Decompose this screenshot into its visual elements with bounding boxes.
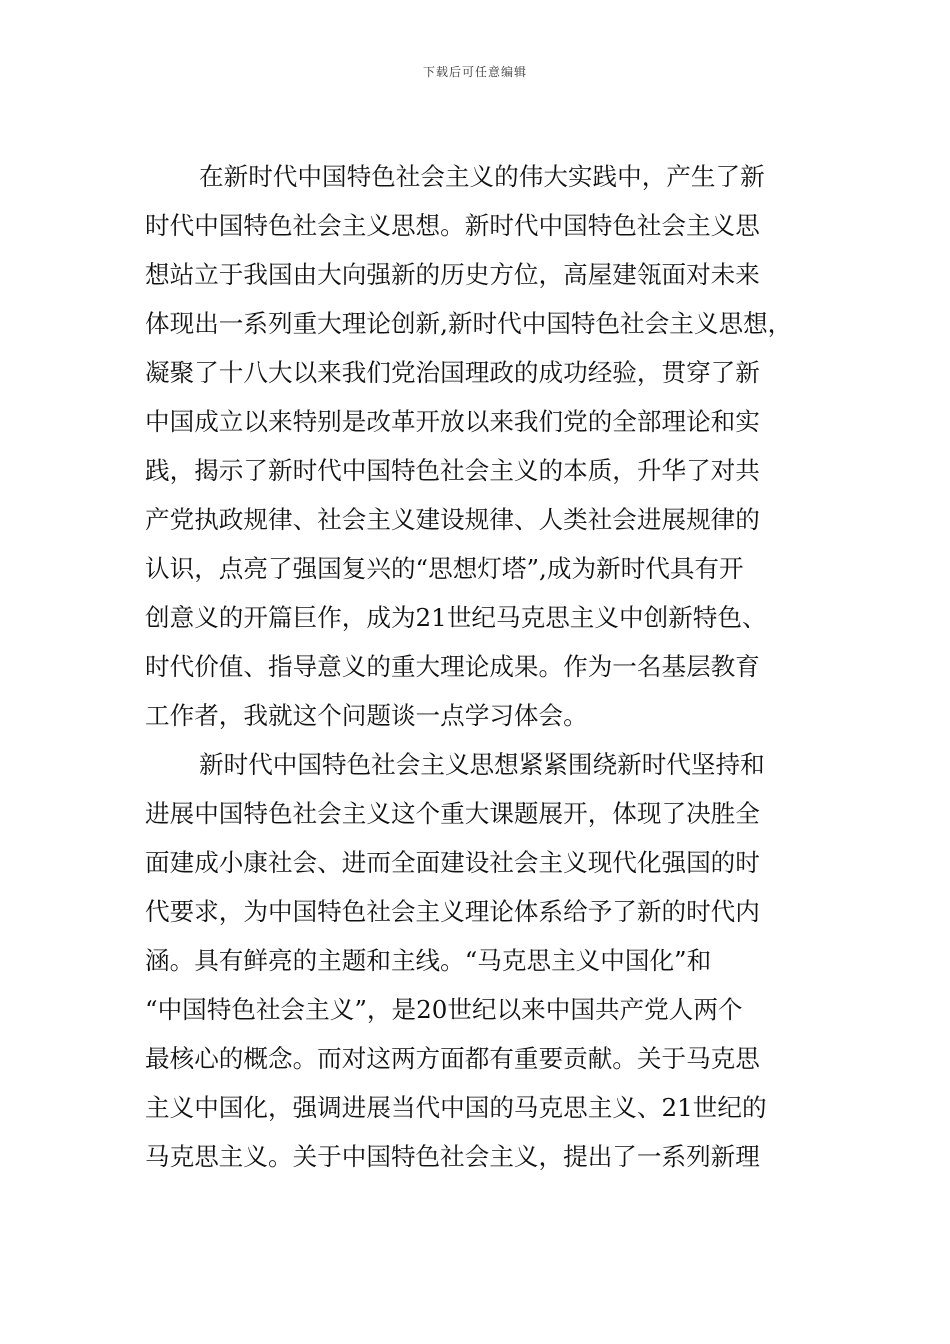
paragraph-line: 认识，点亮了强国复兴的“思想灯塔”,成为新时代具有开 [145,554,744,583]
paragraph-line: 践，揭示了新时代中国特色社会主义的本质，升华了对共 [145,456,760,485]
document-body [145,152,805,1181]
paragraph-line: 体现出一系列重大理论创新,新时代中国特色社会主义思想， [145,309,793,338]
paragraph-line: 凝聚了十八大以来我们党治国理政的成功经验，贯穿了新 [145,358,760,387]
paragraph-line: 想站立于我国由大向强新的历史方位，高屋建瓴面对未来 [145,260,760,289]
paragraph-line: 面建成小康社会、进而全面建设社会主义现代化强国的时 [145,848,760,877]
paragraph-line: 最核心的概念。而对这两方面都有重要贡献。关于马克思 [145,1044,760,1073]
paragraph-2 [145,740,805,1181]
paragraph-line: 马克思主义。关于中国特色社会主义，提出了一系列新理 [145,1142,760,1171]
paragraph-line: 工作者，我就这个问题谈一点学习体会。 [145,701,588,730]
paragraph-line: 时代中国特色社会主义思想。新时代中国特色社会主义思 [145,211,760,240]
paragraph-line: 时代价值、指导意义的重大理论成果。作为一名基层教育 [145,652,760,681]
paragraph-line: 在新时代中国特色社会主义的伟大实践中，产生了新 [199,162,765,191]
paragraph-line: 涵。具有鲜亮的主题和主线。“马克思主义中国化”和 [145,946,712,975]
paragraph-line: 代要求，为中国特色社会主义理论体系给予了新的时代内 [145,897,760,926]
paragraph-line: 创意义的开篇巨作，成为21世纪马克思主义中创新特色、 [145,603,767,632]
paragraph-line: “中国特色社会主义”，是20世纪以来中国共产党人两个 [145,995,743,1024]
paragraph-line: 产党执政规律、社会主义建设规律、人类社会进展规律的 [145,505,760,534]
paragraph-1 [145,152,805,740]
page-header-note: 下载后可任意编辑 [422,65,527,79]
paragraph-line: 主义中国化，强调进展当代中国的马克思主义、21世纪的 [145,1093,767,1122]
paragraph-line: 进展中国特色社会主义这个重大课题展开，体现了决胜全 [145,799,760,828]
paragraph-line: 新时代中国特色社会主义思想紧紧围绕新时代坚持和 [199,750,765,779]
paragraph-line: 中国成立以来特别是改革开放以来我们党的全部理论和实 [145,407,760,436]
